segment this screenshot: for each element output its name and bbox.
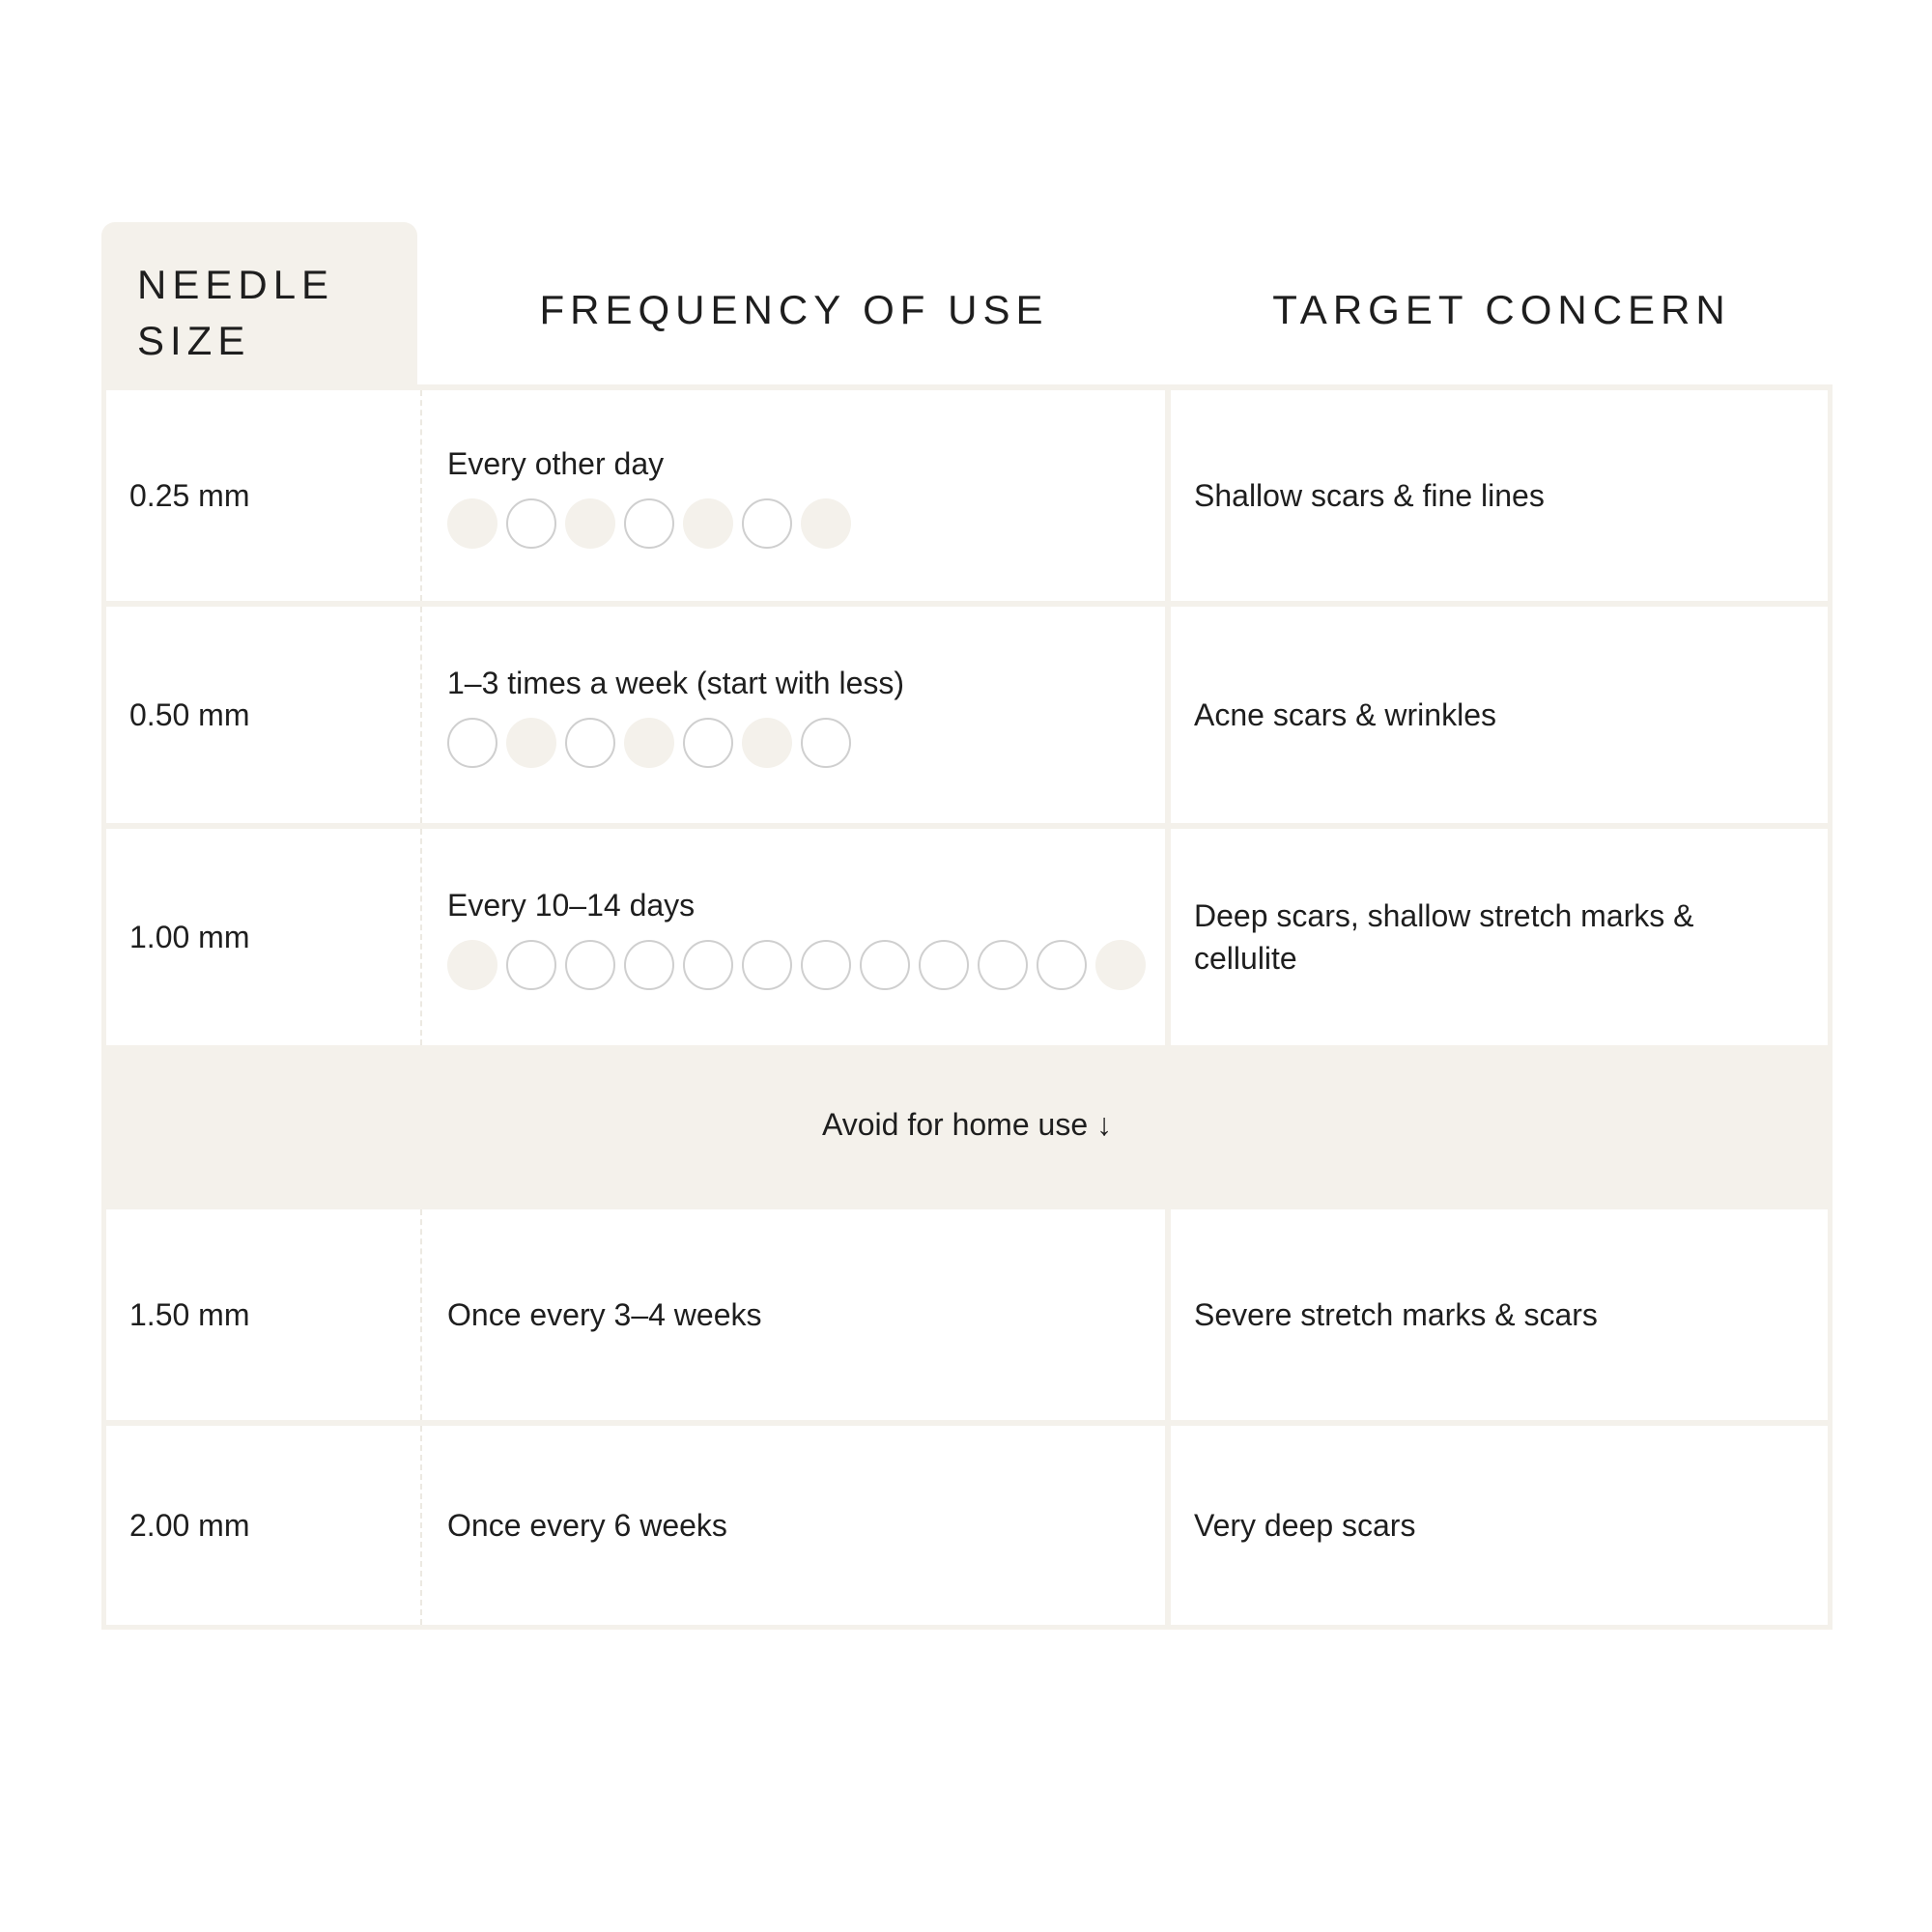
frequency-text: 1–3 times a week (start with less) — [447, 666, 905, 700]
dot-empty-icon — [978, 940, 1028, 990]
target-text: Very deep scars — [1194, 1508, 1416, 1543]
needle-size-table — [101, 222, 1833, 1630]
needle-size-value: 0.25 mm — [129, 478, 250, 513]
frequency-text: Once every 3–4 weeks — [447, 1297, 762, 1332]
target-cell — [1171, 607, 1828, 823]
dot-filled-icon — [742, 718, 792, 768]
target-text: Acne scars & wrinkles — [1194, 697, 1496, 732]
dot-empty-icon — [447, 718, 497, 768]
needle-size-value: 0.50 mm — [129, 697, 250, 732]
needle-size-value: 1.50 mm — [129, 1297, 250, 1332]
target-cell — [1171, 1209, 1828, 1420]
target-text: Deep scars, shallow stretch marks & cellulite — [1194, 898, 1694, 976]
needle-size-value: 2.00 mm — [129, 1508, 250, 1543]
needle-size-cell — [106, 607, 422, 823]
target-cell — [1171, 390, 1828, 601]
dot-filled-icon — [1095, 940, 1146, 990]
frequency-dots — [447, 498, 1165, 549]
dot-filled-icon — [624, 718, 674, 768]
frequency-dots — [447, 940, 1165, 990]
dot-empty-icon — [624, 498, 674, 549]
dot-filled-icon — [506, 718, 556, 768]
dot-empty-icon — [683, 718, 733, 768]
header-target: TARGET CONCERN — [1272, 287, 1731, 332]
dot-filled-icon — [447, 940, 497, 990]
frequency-cell — [422, 1209, 1171, 1420]
needle-size-cell — [106, 390, 422, 601]
table-row — [106, 829, 1828, 1045]
dot-empty-icon — [742, 940, 792, 990]
frequency-dots — [447, 718, 1165, 768]
frequency-text: Every 10–14 days — [447, 888, 696, 923]
dot-empty-icon — [506, 498, 556, 549]
dot-empty-icon — [860, 940, 910, 990]
header-needle-size — [101, 222, 417, 384]
dot-filled-icon — [565, 498, 615, 549]
frequency-cell — [422, 1426, 1171, 1625]
dot-empty-icon — [624, 940, 674, 990]
frequency-cell — [422, 829, 1171, 1045]
dot-filled-icon — [683, 498, 733, 549]
target-text: Severe stretch marks & scars — [1194, 1297, 1598, 1332]
target-text: Shallow scars & fine lines — [1194, 478, 1545, 513]
dot-empty-icon — [801, 940, 851, 990]
header-needle-line-1: NEEDLE — [137, 262, 335, 307]
dot-empty-icon — [565, 940, 615, 990]
avoid-home-use-banner — [106, 1045, 1828, 1209]
dot-empty-icon — [683, 940, 733, 990]
table-body — [101, 384, 1833, 1630]
table-row — [106, 390, 1828, 607]
header-needle-line-2: SIZE — [137, 318, 251, 363]
needle-size-cell — [106, 1426, 422, 1625]
table-row — [106, 607, 1828, 829]
frequency-text: Once every 6 weeks — [447, 1508, 727, 1543]
frequency-cell — [422, 390, 1171, 601]
dot-empty-icon — [919, 940, 969, 990]
dot-empty-icon — [506, 940, 556, 990]
table-row — [106, 1209, 1828, 1426]
frequency-text: Every other day — [447, 446, 665, 481]
dot-empty-icon — [565, 718, 615, 768]
needle-size-value: 1.00 mm — [129, 920, 250, 954]
table-row — [106, 1426, 1828, 1625]
dot-filled-icon — [447, 498, 497, 549]
header-frequency: FREQUENCY OF USE — [539, 287, 1049, 332]
dot-empty-icon — [742, 498, 792, 549]
frequency-cell — [422, 607, 1171, 823]
dot-filled-icon — [801, 498, 851, 549]
table-header — [101, 222, 1833, 384]
target-cell — [1171, 1426, 1828, 1625]
dot-empty-icon — [801, 718, 851, 768]
target-cell — [1171, 829, 1828, 1045]
dot-empty-icon — [1037, 940, 1087, 990]
banner-text: Avoid for home use ↓ — [821, 1106, 1112, 1142]
needle-size-cell — [106, 1209, 422, 1420]
needle-size-cell — [106, 829, 422, 1045]
